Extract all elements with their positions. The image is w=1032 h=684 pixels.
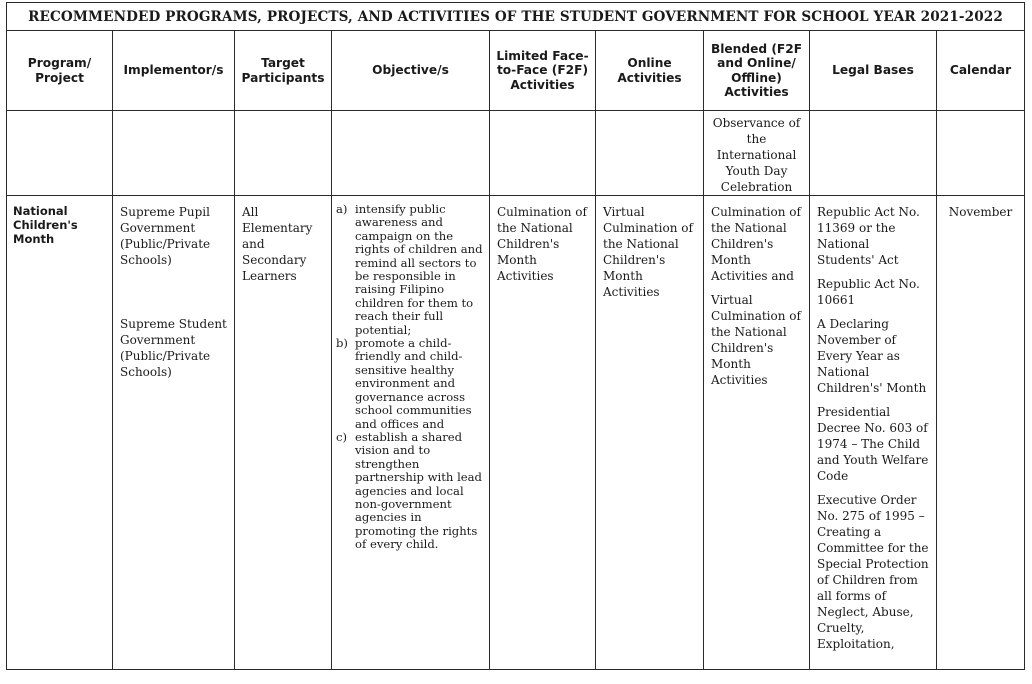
blended-f2f: Culmination of the National Children's Month Activities and: [711, 205, 801, 283]
blended-virtual: Virtual Culmination of the National Children's Month Activities: [711, 293, 801, 387]
header-online: Online Activities: [596, 31, 704, 111]
cell-objectives: [332, 196, 490, 670]
objective-item: [336, 431, 483, 552]
objective-marker: b): [336, 336, 348, 351]
objective-item: [336, 337, 483, 431]
cell-f2f: Culmination of the National Children's Month Activities: [490, 196, 596, 670]
cell-implementor: [113, 196, 235, 670]
legal-basis: A Declaring November of Every Year as National Children's' Month: [817, 317, 927, 395]
document-title: RECOMMENDED PROGRAMS, PROJECTS, AND ACTIVITIES OF THE STUDENT GOVERNMENT FOR SCHOOL YEAR 2021-2022: [7, 3, 1025, 31]
table-row: [7, 111, 1025, 196]
implementor-spg: Supreme Pupil Government (Public/Private Schools): [120, 205, 211, 267]
implementor-ssg: Supreme Student Government (Public/Private Schools): [120, 317, 227, 379]
cell-program: National Children's Month: [7, 196, 113, 670]
document-page: [6, 2, 1026, 682]
spacer: [711, 284, 803, 292]
cell-legal: [810, 196, 937, 670]
cell-empty: [7, 111, 113, 196]
legal-basis: Republic Act No. 11369 or the National Students' Act: [817, 205, 920, 267]
table-row: [7, 196, 1025, 670]
cell-empty: [235, 111, 332, 196]
cell-empty: [596, 111, 704, 196]
objective-text: promote a child-friendly and child-sensitive healthy environment and governance across school communities and offices and: [355, 336, 472, 431]
cell-empty: [490, 111, 596, 196]
cell-empty: [332, 111, 490, 196]
header-legal: Legal Bases: [810, 31, 937, 111]
header-calendar: Calendar: [937, 31, 1025, 111]
header-objectives: Objective/s: [332, 31, 490, 111]
cell-participants: All Elementary and Secondary Learners: [235, 196, 332, 670]
header-implementor: Implementor/s: [113, 31, 235, 111]
header-blended: Blended (F2F and Online/ Offline) Activities: [704, 31, 810, 111]
cell-online: Virtual Culmination of the National Children's Month Activities: [596, 196, 704, 670]
legal-basis: Executive Order No. 275 of 1995 – Creating a Committee for the Special Protection of Children from all forms of Neglect, Abuse, Cruelty, Exploitation,: [817, 493, 929, 651]
cell-empty: [810, 111, 937, 196]
cell-empty: [113, 111, 235, 196]
header-participants: Target Participants: [235, 31, 332, 111]
objective-marker: a): [336, 202, 348, 216]
legal-basis: Presidential Decree No. 603 of 1974 – The Child and Youth Welfare Code: [817, 405, 929, 483]
cell-empty: [937, 111, 1025, 196]
objective-item: [336, 203, 483, 337]
legal-basis: Republic Act No. 10661: [817, 277, 920, 307]
programs-table: [6, 2, 1025, 670]
objective-text: intensify public awareness and campaign on the rights of children and remind all sectors to be responsible in raising Filipino children for them to reach their full potential;: [355, 202, 483, 337]
header-f2f: Limited Face-to-Face (F2F) Activities: [490, 31, 596, 111]
cell-blended: [704, 196, 810, 670]
spacer: [120, 268, 228, 316]
header-row: [7, 31, 1025, 111]
header-program: Program/ Project: [7, 31, 113, 111]
objective-text: establish a shared vision and to strengthen partnership with lead agencies and local non-government agencies in promoting the rights of every child.: [355, 429, 482, 552]
cell-calendar: November: [937, 196, 1025, 670]
cell-blended-youth-day: Observance of the International Youth Day Celebration: [704, 111, 810, 196]
objective-marker: c): [336, 429, 348, 444]
